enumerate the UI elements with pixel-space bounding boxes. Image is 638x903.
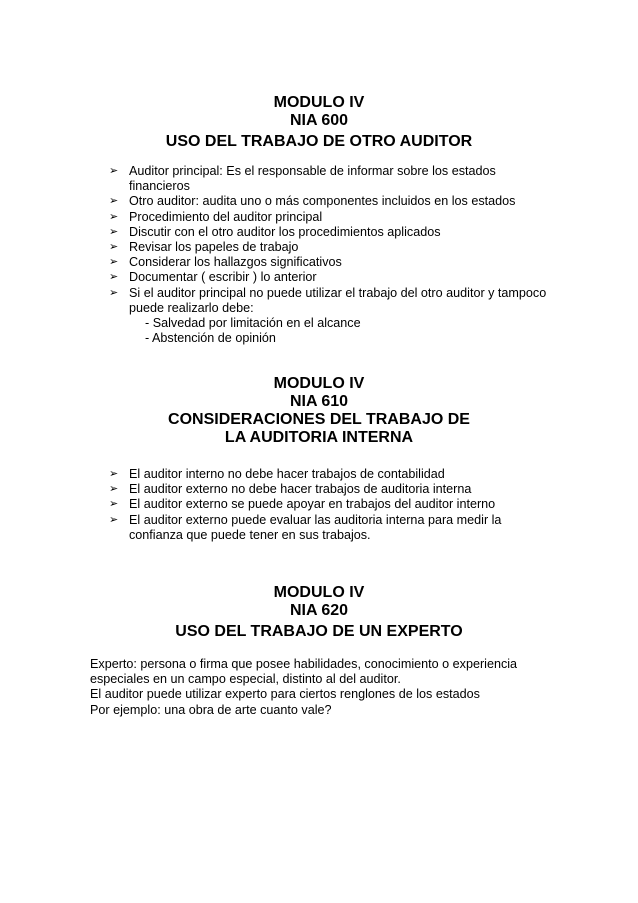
module-title: MODULO IV xyxy=(273,375,365,392)
nia-number: NIA 610 xyxy=(289,393,349,410)
list-item: ➢ Procedimiento del auditor principal xyxy=(109,209,323,224)
list-item: ➢ Revisar los papeles de trabajo xyxy=(109,240,299,255)
list-item: ➢ El auditor externo puede evaluar las auditoria interna para medir la confianza que puede tener en sus trabajos. xyxy=(109,512,502,542)
sub-item: - Abstención de opinión xyxy=(145,331,276,346)
section-nia-600-heading xyxy=(60,94,578,151)
list-item: ➢ El auditor externo no debe hacer trabajos de auditoria interna xyxy=(109,482,472,497)
paragraph-line: Por ejemplo: una obra de arte cuanto vale? xyxy=(90,702,332,717)
nia-610-bullet-list xyxy=(107,467,547,543)
section-title: CONSIDERACIONES DEL TRABAJO DE xyxy=(168,411,470,428)
sub-item: - Salvedad por limitación en el alcance xyxy=(145,316,361,331)
section-title: LA AUDITORIA INTERNA xyxy=(224,429,414,446)
arrow-bullet-icon: ➢ xyxy=(109,195,119,208)
arrow-bullet-icon: ➢ xyxy=(109,225,119,238)
section-title: USO DEL TRABAJO DE UN EXPERTO xyxy=(175,623,463,640)
section-nia-620-heading xyxy=(60,584,578,641)
arrow-bullet-icon: ➢ xyxy=(109,256,119,269)
arrow-bullet-icon: ➢ xyxy=(109,286,119,299)
list-item: ➢ El auditor interno no debe hacer trabajos de contabilidad xyxy=(109,467,445,481)
arrow-bullet-icon: ➢ xyxy=(109,241,119,254)
paragraph-line: El auditor puede utilizar experto para ciertos renglones de los estados xyxy=(90,687,480,702)
arrow-bullet-icon: ➢ xyxy=(109,210,119,223)
arrow-bullet-icon: ➢ xyxy=(109,513,119,526)
nia-number: NIA 600 xyxy=(289,112,349,129)
list-item: ➢ Discutir con el otro auditor los procedimientos aplicados xyxy=(109,224,441,239)
nia-600-bullet-list xyxy=(107,164,547,346)
arrow-bullet-icon: ➢ xyxy=(109,498,119,511)
arrow-bullet-icon: ➢ xyxy=(109,165,119,177)
module-title: MODULO IV xyxy=(273,94,365,111)
nia-620-paragraph xyxy=(90,657,560,718)
section-title: USO DEL TRABAJO DE OTRO AUDITOR xyxy=(165,133,473,150)
module-title: MODULO IV xyxy=(273,584,365,601)
list-item: ➢ Considerar los hallazgos significativos xyxy=(109,255,342,270)
paragraph-line: Experto: persona o firma que posee habilidades, conocimiento o experiencia xyxy=(90,657,518,671)
list-item: ➢ Si el auditor principal no puede utilizar el trabajo del otro auditor y tampoco puede realizarlo debe: xyxy=(109,285,547,315)
list-item: ➢ El auditor externo se puede apoyar en trabajos del auditor interno xyxy=(109,497,496,512)
list-item: ➢ Auditor principal: Es el responsable de informar sobre los estados financieros xyxy=(109,164,496,194)
arrow-bullet-icon: ➢ xyxy=(109,468,119,480)
nia-number: NIA 620 xyxy=(289,602,349,619)
paragraph-line: especiales en un campo especial, distinto al del auditor. xyxy=(90,672,401,687)
section-nia-610-heading xyxy=(60,375,578,447)
arrow-bullet-icon: ➢ xyxy=(109,271,119,284)
list-item: ➢ Documentar ( escribir ) lo anterior xyxy=(109,270,317,285)
list-item: ➢ Otro auditor: audita uno o más componentes incluidos en los estados xyxy=(109,194,516,209)
arrow-bullet-icon: ➢ xyxy=(109,483,119,496)
